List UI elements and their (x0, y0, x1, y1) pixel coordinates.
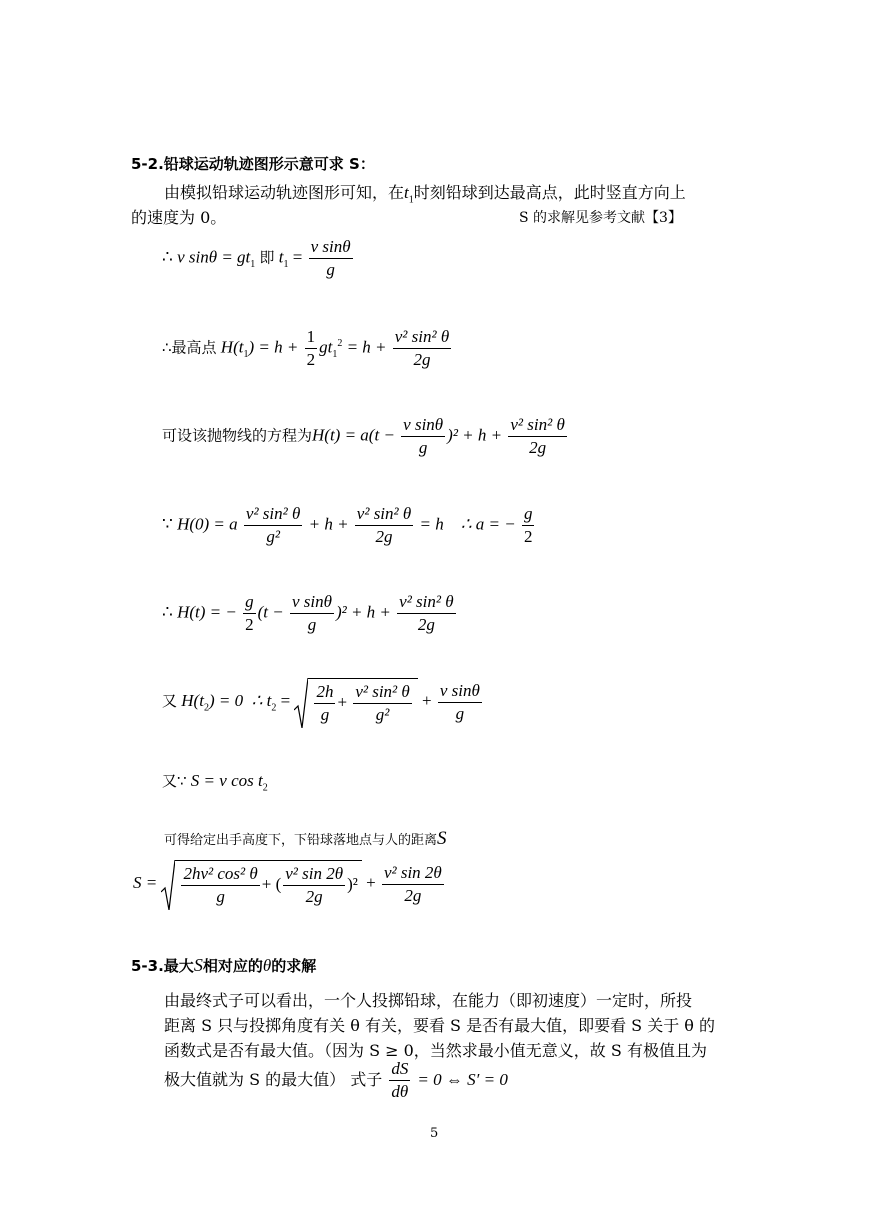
paragraph-line: 的速度为 0。 (131, 208, 227, 227)
paragraph-line: 极大值就为 S 的最大值） 式子 $\frac{dS}{d\theta}$ = 0 ⇔ S′ = 0 (164, 1059, 508, 1101)
radical-sign-icon (161, 860, 175, 910)
reference-note: S 的求解见参考文献【3】 (519, 210, 682, 226)
paragraph-line (164, 180, 686, 205)
text: 由模拟铅球运动轨迹图形可知，在 (164, 183, 405, 202)
result-intro: 可得给定出手高度下，下铅球落地点与人的距离S (164, 828, 447, 849)
equation-7: 又∵ S = v $\cos t_2$ (162, 771, 268, 794)
square-root: $\frac{\text{2hv² cos² θ}}{g}$ + ( $\frac{\text{v² sin 2θ}}{2g}$ )² (161, 860, 361, 908)
equation-3: 可设该抛物线的方程为H(t) = a(t − $\frac{\text{v sinθ}}{g}$ )² + h + $\frac{\text{v² sin² θ}}{2g}$ (162, 415, 565, 457)
equation-5: ∴ H(t) = − $\frac{g}{2}$ (t − $\frac{\text{v sinθ}}{g}$ )² + h + $\frac{\text{v² sin² θ}}{2g}$ (162, 592, 454, 634)
equation-1: ∴ v $\sin\theta = gt_1$ 即 $t_1$ = $\frac{\text{v sinθ}}{g}$ (162, 237, 351, 279)
paragraph-line: 距离 S 只与投掷角度有关 θ 有关，要看 S 是否有最大值，即要看 S 关于 θ 的 (164, 1016, 716, 1035)
page-number: 5 (430, 1126, 439, 1141)
section-heading-5-3: 5-3.最大S相对应的θ的求解 (131, 955, 317, 975)
equation-6: 又 $H(t_2) = 0$ ∴ $t_2$ = $\frac{2h}{g}$ + $\frac{\text{v² sin² θ}}{\text{g²}}$ + $\frac{\text{v sinθ}}{g}$ (162, 678, 484, 726)
text: 时刻铅球到达最高点，此时竖直方向上 (413, 183, 686, 202)
square-root: $\frac{2h}{g}$ + $\frac{\text{v² sin² θ}}{\text{g²}}$ (294, 678, 417, 726)
equation-8-final: S = $\frac{\text{2hv² cos² θ}}{g}$ + ( $\frac{\text{v² sin 2θ}}{2g}$ )² + $\frac{\text{v² sin 2θ}}{2g}$ (133, 860, 446, 908)
equation-2: ∴最高点 $H(t_1) = h$ + $\frac{1}{2}$ $gt_1^2 = h$ + $\frac{\text{v² sin² θ}}{2g}$ (162, 327, 450, 369)
radical-sign-icon (294, 678, 308, 728)
paragraph-line: 由最终式子可以看出，一个人投掷铅球，在能力（即初速度）一定时，所投 (164, 991, 693, 1010)
paragraph-line: 函数式是否有最大值。（因为 S ≥ 0，当然求最小值无意义，故 S 有极值且为 (164, 1041, 707, 1060)
section-heading-5-2: 5-2.铅球运动轨迹图形示意可求 S： (131, 155, 375, 173)
equation-4: ∵ H(0) = a $\frac{\text{v² sin² θ}}{\text{g²}}$ + h + $\frac{\text{v² sin² θ}}{2g}$ = h ∴ a = − $\frac{g}{2}$ (162, 504, 533, 546)
t1-symbol: $t_1$ (404, 183, 414, 206)
